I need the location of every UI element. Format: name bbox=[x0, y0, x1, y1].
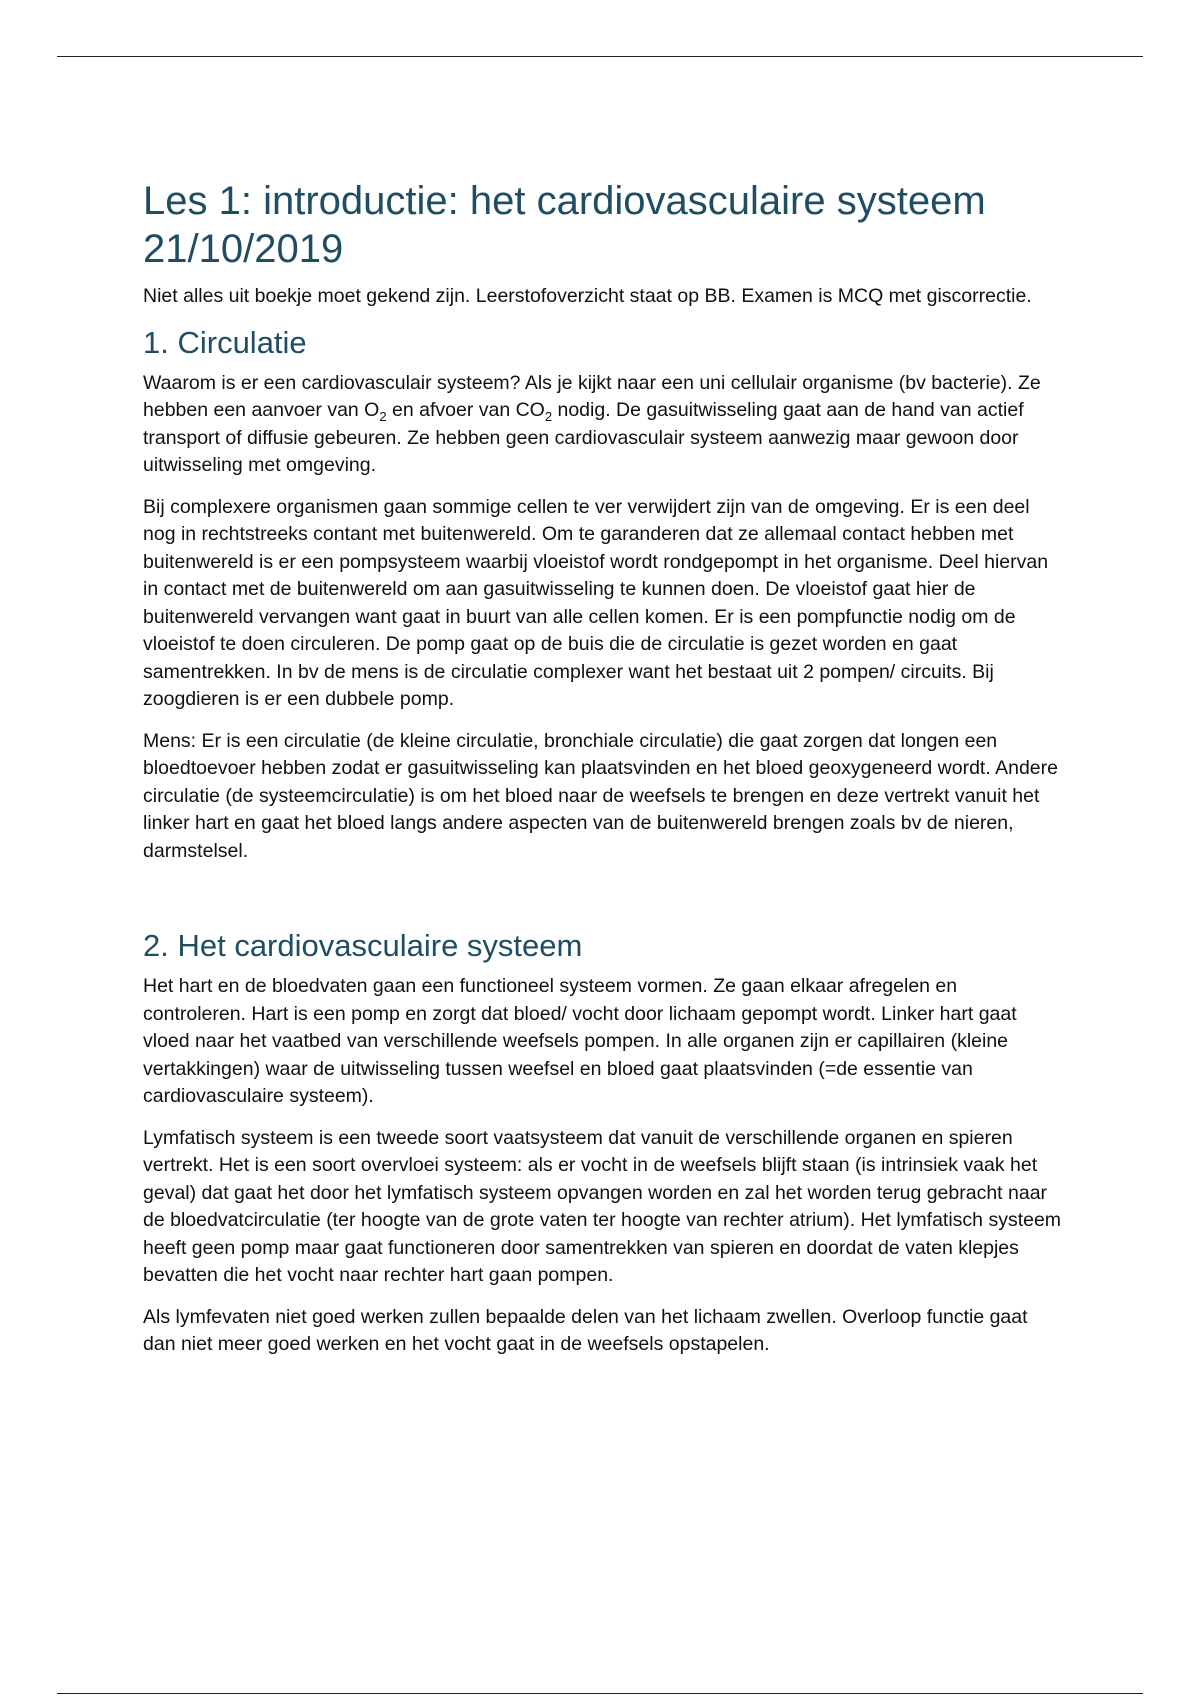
cardiovasculair-paragraph-2: Lymfatisch systeem is een tweede soort vaatsysteem dat vanuit de verschillende organen en spieren vertrekt. Het is een soort overvloei systeem: als er vocht in de weefsels blijft staan (is intrinsiek vaak het geval) dat gaat het door het lymfatisch systeem opvangen worden en zal het worden terug gebracht naar de bloedvatcirculatie (ter hoogte van de grote vaten ter hoogte van rechter atrium). Het lymfatisch systeem heeft geen pomp maar gaat functioneren door samentrekken van spieren en doordat de vaten klepjes bevatten die het vocht naar rechter hart gaan pompen. bbox=[143, 1126, 1062, 1286]
page-title-line-1: Les 1: introductie: het cardiovasculaire systeem bbox=[143, 179, 986, 223]
section-heading-cardiovasculaire-systeem: 2. Het cardiovasculaire systeem bbox=[143, 928, 583, 963]
circulatie-p1-part-b: en afvoer van CO bbox=[386, 399, 545, 421]
page-title bbox=[143, 177, 1063, 273]
circulatie-p1-part-a: Waarom is er een cardiovasculair systeem? Als je kijkt naar een uni cellulair organisme (bv bacterie). Ze hebben een aanvoer van O bbox=[143, 371, 1041, 421]
cardiovasculair-paragraph-1: Het hart en de bloedvaten gaan een functioneel systeem vormen. Ze gaan elkaar afregelen en controleren. Hart is een pomp en zorgt dat bloed/ vocht door lichaam gepompt wordt. Linker hart gaat vloed naar het vaatbed van verschillende weefsels pompen. In alle organen zijn er capillairen (kleine vertakkingen) waar de uitwisseling tussen weefsel en bloed gaat plaatsvinden (=de essentie van cardiovasculaire systeem). bbox=[143, 975, 1017, 1107]
page-title-date: 21/10/2019 bbox=[143, 227, 344, 271]
section-spacer bbox=[143, 879, 1063, 927]
circulatie-paragraph-2: Bij complexere organismen gaan sommige cellen te ver verwijdert zijn van de omgeving. Er is een deel nog in rechtstreeks contant met buitenwereld. Om te garanderen dat ze allemaal contact hebben met buitenwereld is er een pompsysteem waarbij vloeistof wordt rondgepompt in het organisme. Deel hiervan in contact met de buitenwereld om aan gasuitwisseling te kunnen doen. De vloeistof gaat hier de buitenwereld vervangen want gaat in buurt van alle cellen komen. Er is een pompfunctie nodig om de vloeistof te doen circuleren. De pomp gaat op de buis die de circulatie is gezet worden en gaat samentrekken. In bv de mens is de circulatie complexer want het bestaat uit 2 pompen/ circuits. Bij zoogdieren is er een dubbele pomp. bbox=[143, 495, 1049, 710]
document-body bbox=[143, 177, 1063, 1373]
o2-subscript: 2 bbox=[379, 408, 387, 424]
cardiovasculair-paragraph-3: Als lymfevaten niet goed werken zullen bepaalde delen van het lichaam zwellen. Overloop functie gaat dan niet meer goed werken en het vocht gaat in de weefsels opstapelen. bbox=[143, 1305, 1028, 1355]
circulatie-paragraph-1 bbox=[143, 370, 1063, 480]
circulatie-paragraph-3: Mens: Er is een circulatie (de kleine circulatie, bronchiale circulatie) die gaat zorgen dat longen een bloedtoevoer hebben zodat er gasuitwisseling kan plaatsvinden en het bloed geoxygeneerd wordt. Andere circulatie (de systeemcirculatie) is om het bloed naar de weefsels te brengen en deze vertrekt vanuit het linker hart en gaat het bloed langs andere aspecten van de buitenwereld brengen zoals bv de nieren, darmstelsel. bbox=[143, 729, 1058, 862]
co2-subscript: 2 bbox=[544, 408, 553, 424]
header-rule bbox=[57, 56, 1143, 57]
section-heading-circulatie: 1. Circulatie bbox=[143, 324, 307, 360]
footer-rule bbox=[57, 1693, 1143, 1694]
circulatie-p1-part-c: nodig. De gasuitwisseling gaat aan de hand van actief transport of diffusie gebeuren. Ze hebben geen cardiovasculair systeem aanwezig maar gewoon door uitwisseling met omgeving. bbox=[143, 399, 1024, 476]
intro-paragraph: Niet alles uit boekje moet gekend zijn. Leerstofoverzicht staat op BB. Examen is MCQ met giscorrectie. bbox=[143, 285, 1032, 307]
